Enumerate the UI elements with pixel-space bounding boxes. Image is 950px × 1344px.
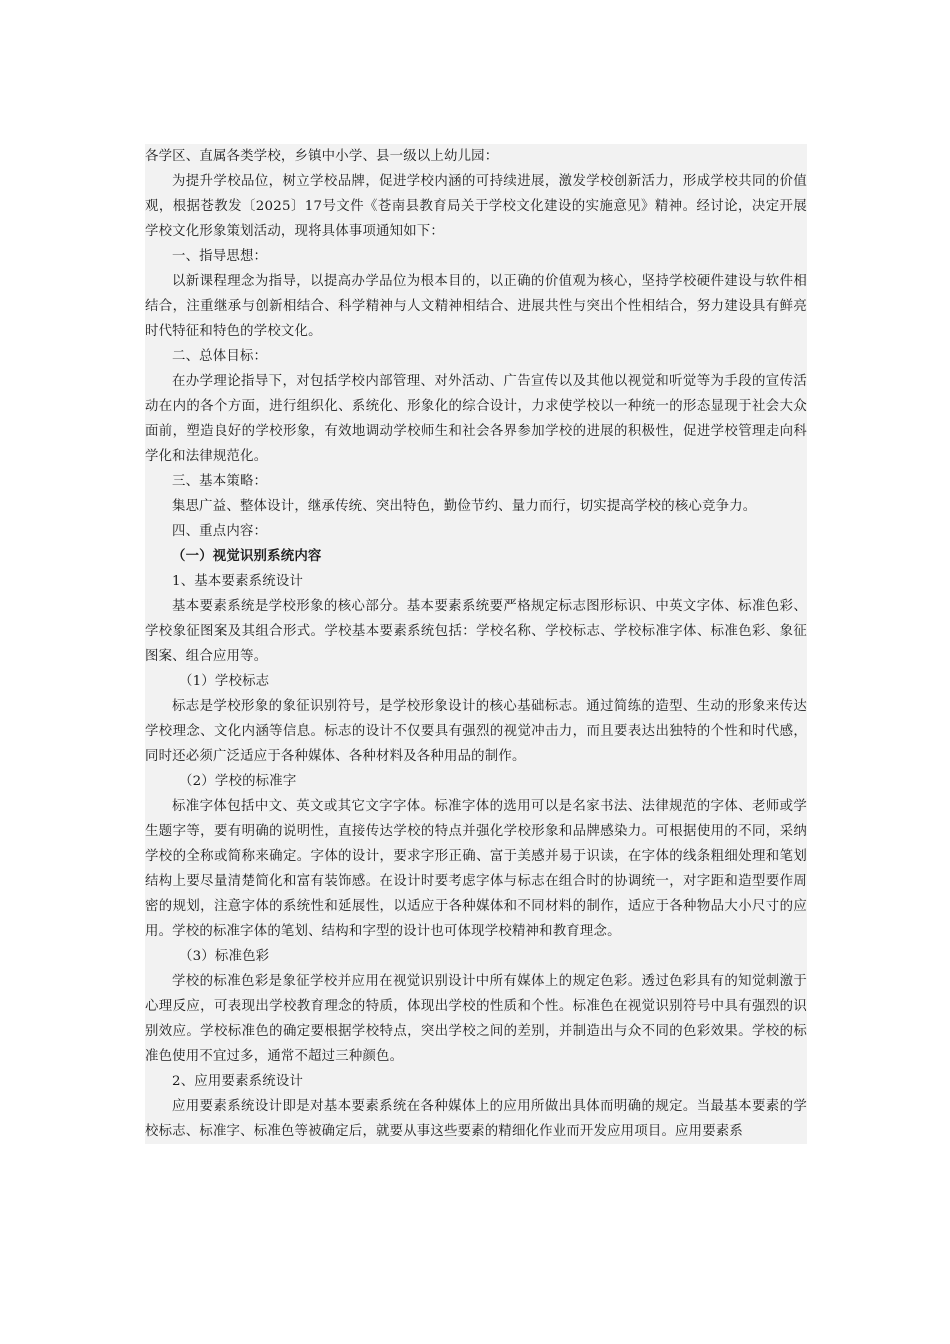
paragraph-h1: 一、指导思想： [172,249,268,264]
paragraph-p4a1b: 标准字体包括中文、英文或其它文字字体。标准字体的选用可以是名家书法、法律规范的字体、老师或学生题字等，要有明确的说明性，直接传达学校的特点并强化学校形象和品牌感染力。可根据使用的不同，采纳学校的全称或简称来确定。字体的设计，要求字形正确、富于美感并易于识读，在字体的线条粗细处理和笔划结构上要尽量清楚简化和富有装饰感。在设计时要考虑字体与标志在组合时的协调统一，对字距和造型要作周密的规划，注意字体的系统性和延展性，以适应于各种媒体和不同材料的制作，适应于各种物品大小尺寸的应用。学校的标准字体的笔划、结构和字型的设计也可体现学校精神和教育理念。 [145,799,807,939]
paragraph-p1: 以新课程理念为指导，以提高办学品位为根本目的，以正确的价值观为核心，坚持学校硬件建设与软件相结合，注重继承与创新相结合、科学精神与人文精神相结合、进展共性与突出个性相结合，努力建设具有鲜亮时代特征和特色的学校文化。 [145,274,807,339]
paragraph-h4a1b: （2）学校的标准字 [179,774,297,789]
paragraph-p4a1c: 学校的标准色彩是象征学校并应用在视觉识别设计中所有媒体上的规定色彩。透过色彩具有的知觉刺激于心理反应，可表现出学校教育理念的特质，体现出学校的性质和个性。标准色在视觉识别符号中具有强烈的识别效应。学校标准色的确定要根据学校特点，突出学校之间的差别，并制造出与众不同的色彩效果。学校的标准色使用不宜过多，通常不超过三种颜色。 [145,974,807,1064]
paragraph-p4a1: 基本要素系统是学校形象的核心部分。基本要素系统要严格规定标志图形标识、中英文字体、标准色彩、学校象征图案及其组合形式。学校基本要素系统包括：学校名称、学校标志、学校标准字体、标准色彩、象征图案、组合应用等。 [145,599,807,664]
paragraph-intro: 为提升学校品位，树立学校品牌，促进学校内涵的可持续进展，激发学校创新活力，形成学校共同的价值观，根据苍教发〔2025〕17号文件《苍南县教育局关于学校文化建设的实施意见》精神。经讨论，决定开展学校文化形象策划活动，现将具体事项通知如下： [145,174,807,239]
paragraph-h4a1c: （3）标准色彩 [179,949,270,964]
paragraph-h4a2: 2、应用要素系统设计 [172,1074,304,1089]
paragraph-p4a1a: 标志是学校形象的象征识别符号，是学校形象设计的核心基础标志。通过简练的造型、生动的形象来传达学校理念、文化内涵等信息。标志的设计不仅要具有强烈的视觉冲击力，而且要表达出独特的个性和时代感，同时还必须广泛适应于各种媒体、各种材料及各种用品的制作。 [145,699,807,764]
paragraph-h4a1a: （1）学校标志 [179,674,270,689]
document-page [145,144,807,1144]
paragraph-h3: 三、基本策略： [172,474,268,489]
paragraph-h4a: （一）视觉识别系统内容 [172,548,322,564]
paragraph-h2: 二、总体目标： [172,349,268,364]
paragraph-h4: 四、重点内容： [172,524,268,539]
paragraph-p3: 集思广益、整体设计，继承传统、突出特色，勤俭节约、量力而行，切实提高学校的核心竞争力。 [172,499,757,514]
paragraph-addressee: 各学区、直属各类学校，乡镇中小学、县一级以上幼儿园： [145,149,499,164]
paragraph-p4a2: 应用要素系统设计即是对基本要素系统在各种媒体上的应用所做出具体而明确的规定。当最基本要素的学校标志、标准字、标准色等被确定后，就要从事这些要素的精细化作业而开发应用项目。应用要素系 [145,1099,807,1139]
paragraph-h4a1: 1、基本要素系统设计 [172,574,304,589]
paragraph-p2: 在办学理论指导下，对包括学校内部管理、对外活动、广告宣传以及其他以视觉和听觉等为手段的宣传活动在内的各个方面，进行组织化、系统化、形象化的综合设计，力求使学校以一种统一的形态显现于社会大众面前，塑造良好的学校形象，有效地调动学校师生和社会各界参加学校的进展的积极性，促进学校管理走向科学化和法律规范化。 [145,374,807,464]
